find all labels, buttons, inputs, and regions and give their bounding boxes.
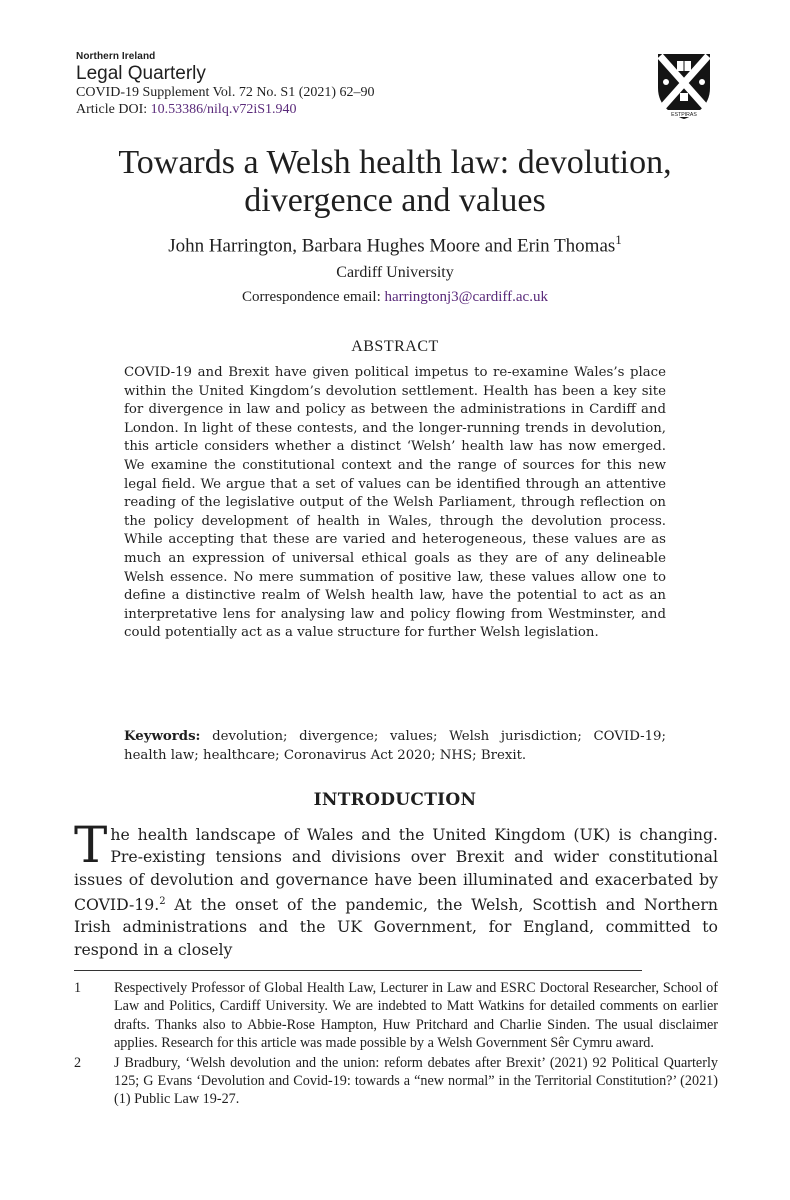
footnote-item — [74, 979, 718, 1053]
footnote-divider — [74, 970, 642, 971]
introduction-heading: INTRODUCTION — [313, 790, 477, 810]
footnote-number: 1 — [74, 980, 82, 996]
title-line-1: Towards a Welsh health law: devolution, — [118, 144, 672, 181]
title-line-2: divergence and values — [244, 182, 546, 219]
intro-text-part-2: At the onset of the pandemic, the Welsh, Scottish and Northern Irish administrations and the UK Government, for England, committed to respond in a closely — [74, 895, 718, 959]
keywords-label: Keywords: — [124, 729, 201, 744]
footnote-item — [74, 1054, 718, 1109]
keywords-list: devolution; divergence; values; Welsh jurisdiction; COVID-19; health law; healthcare; Coronavirus Act 2020; NHS; Brexit. — [124, 729, 666, 763]
footnotes — [74, 979, 718, 1110]
footnote-ref-2[interactable]: 2 — [159, 895, 166, 907]
drop-cap: T — [74, 816, 108, 874]
correspondence — [40, 289, 750, 306]
volume-line: COVID-19 Supplement Vol. 72 No. S1 (2021) 62–90 — [76, 85, 375, 100]
correspondence-email-link[interactable]: harringtonj3@cardiff.ac.uk — [384, 289, 548, 305]
author-list — [40, 232, 750, 257]
article-title — [40, 144, 750, 220]
abstract-body: COVID-19 and Brexit have given political impetus to re-examine Wales’s place within the United Kingdom’s devolution settlement. Health has been a key site for divergence in law and policy as between the administrations in Cardiff and London. In light of these contests, and the longer-running trends in devolution, this article considers whether a distinct ‘Welsh’ health law has now emerged. We examine the constitutional context and the range of sources for this new legal field. We argue that a set of values can be identified through an attentive reading of the legislative output of the Welsh Parliament, through reflection on the policy development of health in Wales, through the devolution process. While accepting that these are varied and heterogeneous, these values are as much an expression of universal ethical goals as they are of any delineable Welsh essence. No mere summation of positive law, these values allow one to define a distinctive realm of Welsh health law, have the potential to act as an interpretative lens for analysing law and policy flowing from Westminster, and could potentially act as a value structure for further Welsh legislation. — [124, 365, 666, 641]
footnote-number: 2 — [74, 1054, 82, 1071]
doi-link[interactable]: 10.53386/nilq.v72iS1.940 — [150, 102, 297, 117]
doi-line — [76, 103, 375, 117]
authors: John Harrington, Barbara Hughes Moore and Erin Thomas — [168, 235, 616, 257]
crest-motto: ESTPIRAS — [671, 111, 697, 118]
author-footnote-ref[interactable]: 1 — [615, 232, 622, 247]
doi-label: Article DOI: — [76, 102, 148, 117]
affiliation: Cardiff University — [336, 264, 454, 281]
intro-text-part-1: he health landscape of Wales and the United Kingdom (UK) is changing. Pre-existing tensions and divisions over Brexit and wider constitutional issues of devolution and governance have been illuminated and exacerbated by COVID-19. — [74, 825, 718, 915]
keywords — [124, 728, 666, 765]
university-crest-icon — [656, 52, 712, 120]
abstract-heading: ABSTRACT — [351, 338, 439, 355]
journal-kicker: Northern Ireland — [76, 51, 156, 62]
journal-header — [76, 52, 375, 117]
footnote-text: J Bradbury, ‘Welsh devolution and the union: reform debates after Brexit’ (2021) 92 Political Quarterly 125; G Evans ‘Devolution and Covid-19: towards a “new normal” in the Territorial Constitution?’ (2021) (1) Public Law 19-27. — [114, 1054, 718, 1108]
journal-name: Legal Quarterly — [76, 63, 206, 84]
introduction-body — [74, 816, 718, 961]
correspondence-label: Correspondence email: — [242, 289, 381, 305]
footnote-text: Respectively Professor of Global Health Law, Lecturer in Law and ESRC Doctoral Researcher, School of Law and Politics, Cardiff University. We are indebted to Matt Watkins for detailed comments on earlier drafts. Thanks also to Abbie-Rose Hampton, Huw Pritchard and Charlie Sinden. The usual disclaimer applies. Research for this article was made possible by a Welsh Government Sêr Cymru award. — [114, 980, 718, 1052]
